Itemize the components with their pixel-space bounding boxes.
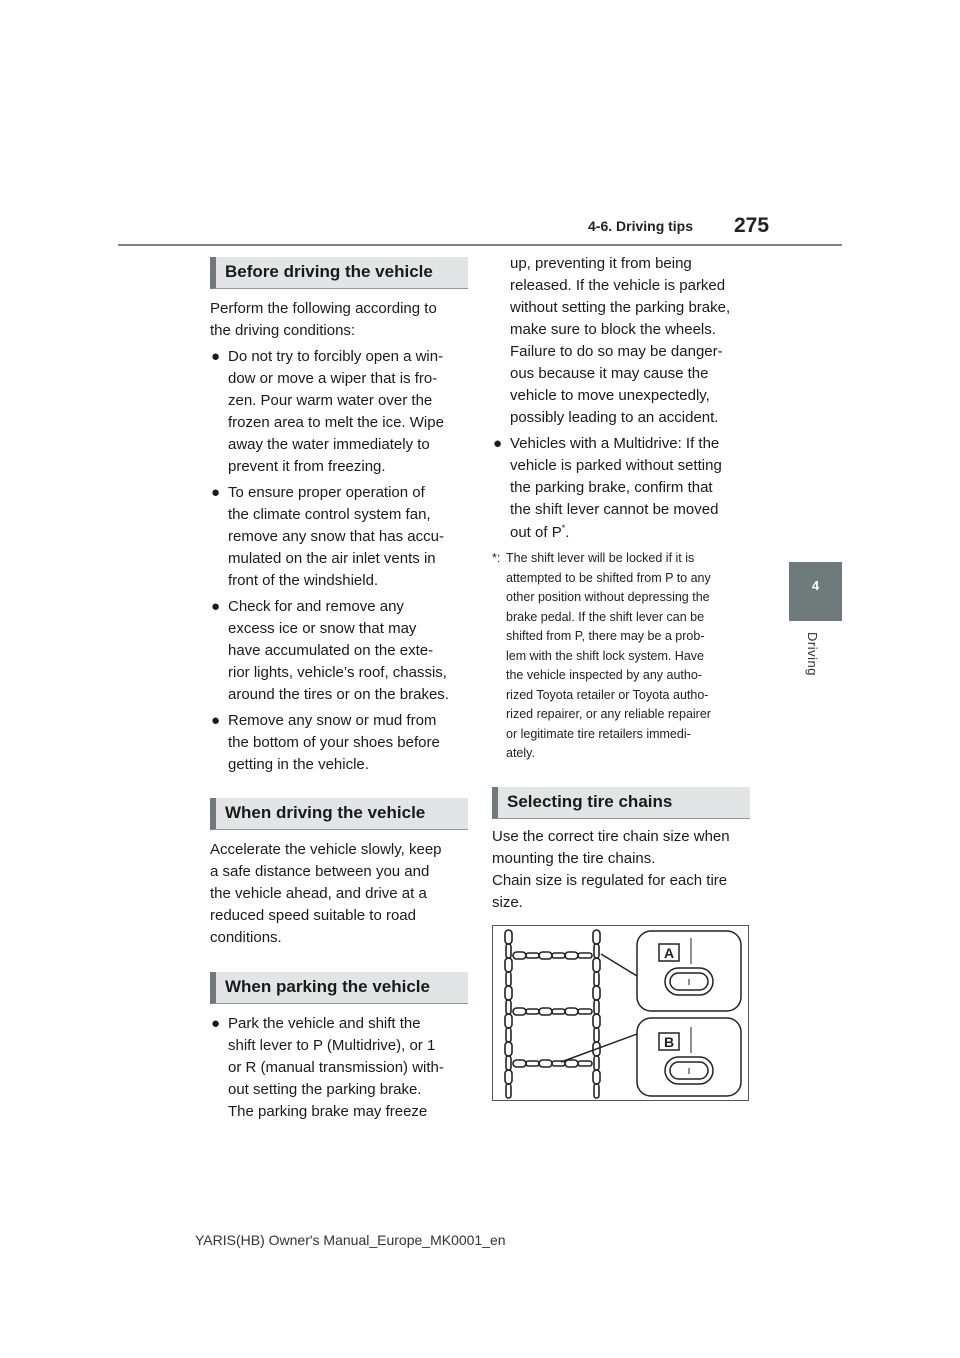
header-divider bbox=[118, 244, 842, 246]
bullet-icon: ● bbox=[211, 712, 221, 729]
chapter-number: 4 bbox=[811, 578, 820, 593]
tire-chain-diagram bbox=[492, 925, 749, 1101]
heading-tire-chains: Selecting tire chains bbox=[492, 787, 750, 819]
heading-before-driving: Before driving the vehicle bbox=[210, 257, 468, 289]
callout-a bbox=[637, 931, 741, 1011]
chain-left-side bbox=[505, 930, 512, 1098]
bullet-icon: ● bbox=[493, 435, 503, 452]
when-driving-text: Accelerate the vehicle slowly, keep a safe distance between you and the vehicle ahead, and drive at a reduced speed suitable to road conditions. bbox=[210, 841, 442, 946]
left-column bbox=[210, 257, 472, 1123]
footnote-ref: * bbox=[561, 523, 566, 533]
cross-chain-bottom bbox=[513, 1060, 592, 1067]
callout-b bbox=[637, 1018, 741, 1096]
bullet-icon: ● bbox=[211, 484, 221, 501]
cross-chain-middle bbox=[513, 1008, 592, 1015]
list-item: ● To ensure proper operation of the climate control system fan, remove any snow that has accu- mulated on the air inlet vents in front of the windshield. bbox=[211, 484, 444, 589]
page-number: 275 bbox=[734, 214, 770, 237]
tire-chains-text: Use the correct tire chain size when mounting the tire chains. Chain size is regulated for each tire size. bbox=[492, 828, 730, 911]
list-item: ● Check for and remove any excess ice or snow that may have accumulated on the exte- rior lights, vehicle’s roof, chassis, around the tires or on the brakes. bbox=[211, 598, 449, 703]
chapter-label: Driving bbox=[805, 632, 820, 676]
bullet-icon: ● bbox=[211, 1015, 221, 1032]
list-item: ● Remove any snow or mud from the bottom of your shoes before getting in the vehicle. bbox=[211, 712, 440, 773]
list-item: ● Park the vehicle and shift the shift lever to P (Multidrive), or 1 or R (manual transmission) with- out setting the parking brake. The parking brake may freeze bbox=[211, 1015, 444, 1120]
label-b: B bbox=[663, 1034, 675, 1050]
heading-when-driving: When driving the vehicle bbox=[210, 798, 468, 830]
tire-chain-illustration bbox=[493, 926, 748, 1100]
section-title: 4-6. Driving tips bbox=[588, 218, 694, 234]
label-a: A bbox=[663, 945, 675, 961]
cross-chain-top bbox=[513, 952, 592, 959]
tire-chains-section bbox=[492, 787, 754, 914]
before-intro: Perform the following according to the driving conditions: bbox=[210, 300, 437, 339]
chain-right-side bbox=[593, 930, 600, 1098]
list-item: ● Vehicles with a Multidrive: If the vehicle is parked without setting the parking brake, confirm that the shift lever cannot be moved out of P*. bbox=[493, 435, 722, 541]
list-item: ● Do not try to forcibly open a win- dow or move a wiper that is fro- zen. Pour warm water over the frozen area to melt the ice. Wipe away the water immediately to prevent it from freezing. bbox=[211, 348, 444, 475]
footnote: *: The shift lever will be locked if it is attempted to be shifted from P to any other position without depressing the brake pedal. If the shift lever can be shifted from P, there may be a prob- lem with the shift lock system. Have the vehicle inspected by any autho- rized Toyota retailer or Toyota autho- rized repairer, or any reliable repairer or legitimate tire retailers immedi- ately. bbox=[492, 551, 711, 760]
bullet-icon: ● bbox=[211, 348, 221, 365]
heading-when-parking: When parking the vehicle bbox=[210, 972, 468, 1004]
footer-text: YARIS(HB) Owner's Manual_Europe_MK0001_en bbox=[195, 1232, 506, 1248]
bullet-icon: ● bbox=[211, 598, 221, 615]
parking-continued-text: up, preventing it from being released. If the vehicle is parked without setting the parking brake, make sure to block the wheels. Failure to do so may be danger- ous because it may cause the vehicle to move unexpectedly, possibly leading to an accident. bbox=[510, 255, 731, 426]
right-column bbox=[492, 253, 754, 764]
